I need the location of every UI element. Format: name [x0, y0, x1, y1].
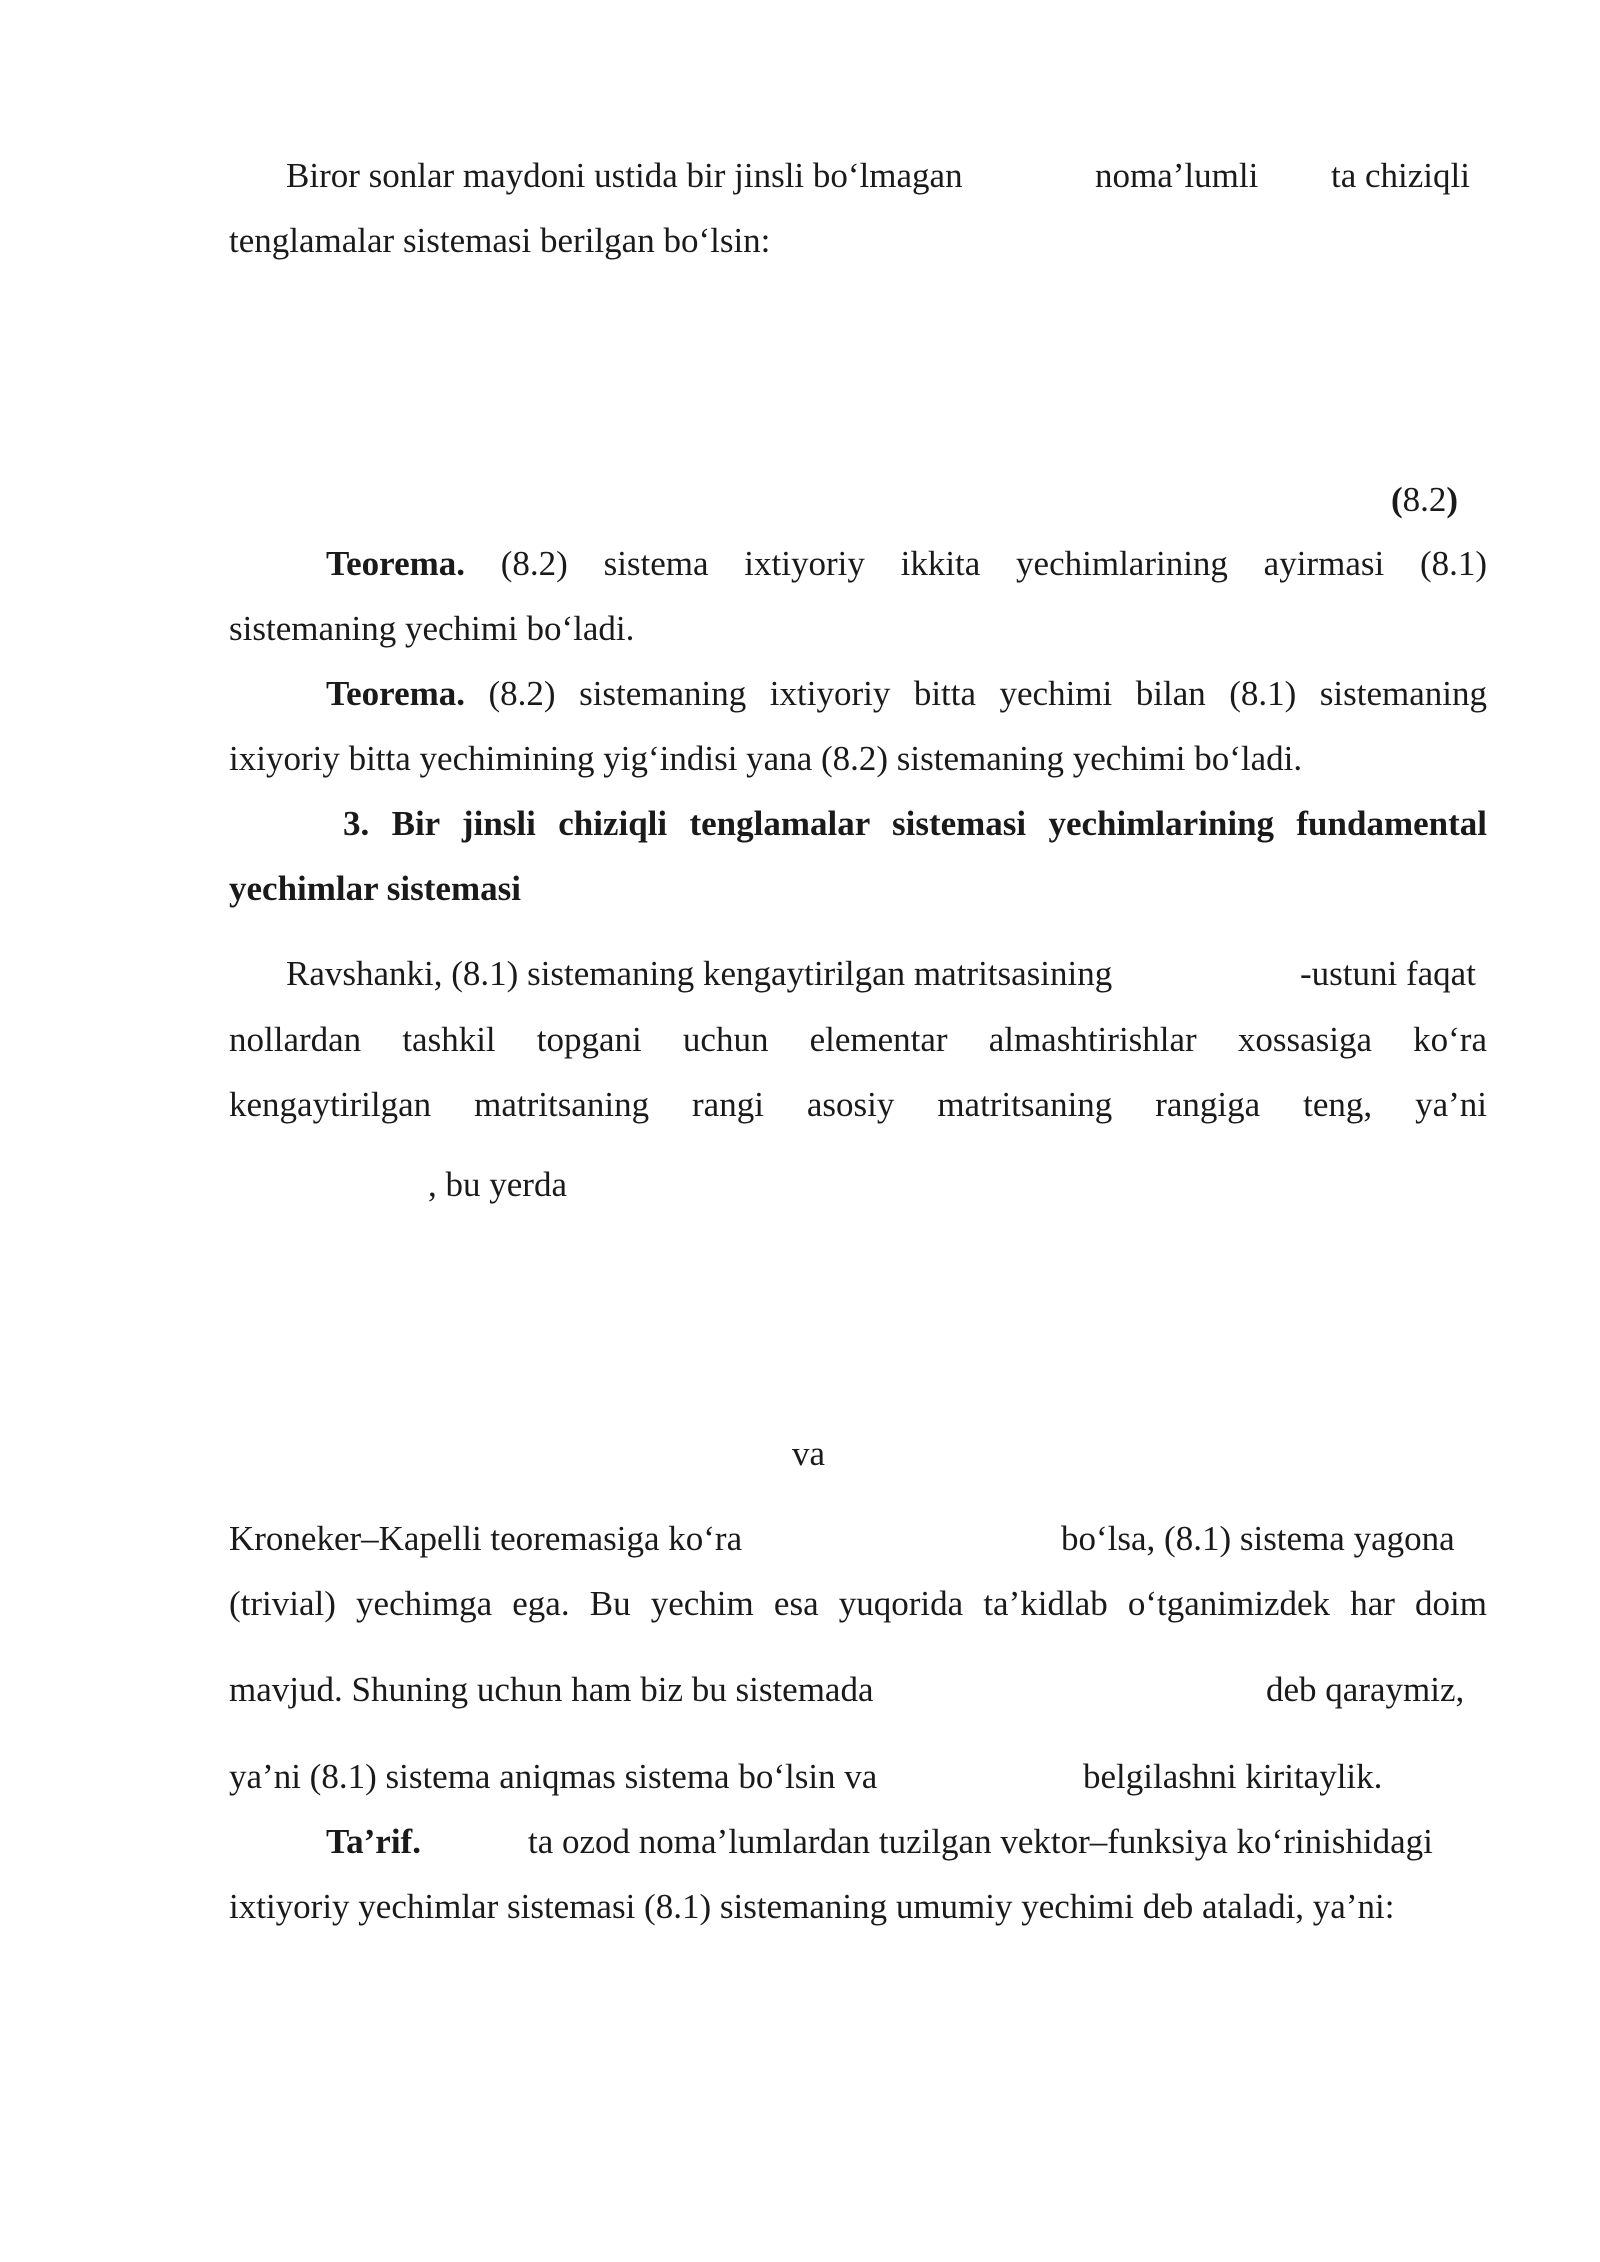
ravshanki-line1-part1: Ravshanki, (8.1) sistemaning kengaytirilgan matritsasining	[286, 954, 1113, 993]
ravshanki-line4: , bu yerda	[428, 1165, 567, 1204]
theorem2-line1	[326, 672, 1487, 716]
kroneker-line3-part2: deb qaraymiz,	[1266, 1670, 1465, 1709]
ravshanki-line1-part2: -ustuni faqat	[1300, 954, 1476, 993]
theorem1-text: (8.2) sistema ixtiyoriy ikkita yechimlarining ayirmasi (8.1)	[500, 544, 1487, 583]
section3-heading-line2: yechimlar sistemasi	[229, 869, 521, 908]
va-text: va	[792, 1434, 826, 1473]
kroneker-line4-part1: ya’ni (8.1) sistema aniqmas sistema bo‘lsin va	[229, 1757, 878, 1796]
intro-line1-part1: Biror sonlar maydoni ustida bir jinsli bo‘lmagan	[286, 156, 963, 195]
theorem1-line2: sistemaning yechimi bo‘ladi.	[229, 609, 635, 648]
theorem1-label: Teorema.	[326, 544, 466, 583]
equation-label-open: (	[1391, 480, 1403, 519]
intro-line1-part3: ta chiziqli	[1331, 156, 1470, 195]
theorem1-line1	[326, 542, 1487, 586]
definition-label: Ta’rif.	[326, 1822, 421, 1861]
kroneker-line1-part2: bo‘lsa, (8.1) sistema yagona	[1061, 1519, 1455, 1558]
kroneker-line4-part2: belgilashni kiritaylik.	[1083, 1757, 1383, 1796]
definition-line2: ixtiyoriy yechimlar sistemasi (8.1) sistemaning umumiy yechimi deb ataladi, ya’ni:	[229, 1887, 1395, 1926]
kroneker-line3-part1: mavjud. Shuning uchun ham biz bu sistemada	[229, 1670, 874, 1709]
theorem2-text: (8.2) sistemaning ixtiyoriy bitta yechimi bilan (8.1) sistemaning	[488, 674, 1487, 713]
kroneker-line1-part1: Kroneker–Kapelli teoremasiga ko‘ra	[229, 1519, 743, 1558]
definition-line1-text: ta ozod noma’lumlardan tuzilgan vektor–funksiya ko‘rinishidagi	[528, 1822, 1433, 1861]
equation-label	[1391, 478, 1458, 522]
theorem2-label: Teorema.	[326, 674, 466, 713]
section3-heading-line1: 3. Bir jinsli chiziqli tenglamalar sistemasi yechimlarining fundamental	[343, 804, 1487, 843]
equation-label-number: 8.2	[1402, 480, 1447, 519]
ravshanki-line2: nollardan tashkil topgani uchun elementar almashtirishlar xossasiga ko‘ra	[229, 1020, 1487, 1059]
theorem2-line2: ixiyoriy bitta yechimining yig‘indisi yana (8.2) sistemaning yechimi bo‘ladi.	[229, 739, 1303, 778]
intro-line2: tenglamalar sistemasi berilgan bo‘lsin:	[229, 221, 771, 260]
kroneker-line2: (trivial) yechimga ega. Bu yechim esa yuqorida ta’kidlab o‘tganimizdek har doim	[229, 1584, 1487, 1623]
equation-label-close: )	[1446, 480, 1459, 519]
intro-line1-part2: noma’lumli	[1095, 156, 1259, 195]
ravshanki-line3: kengaytirilgan matritsaning rangi asosiy matritsaning rangiga teng, ya’ni	[229, 1085, 1487, 1124]
